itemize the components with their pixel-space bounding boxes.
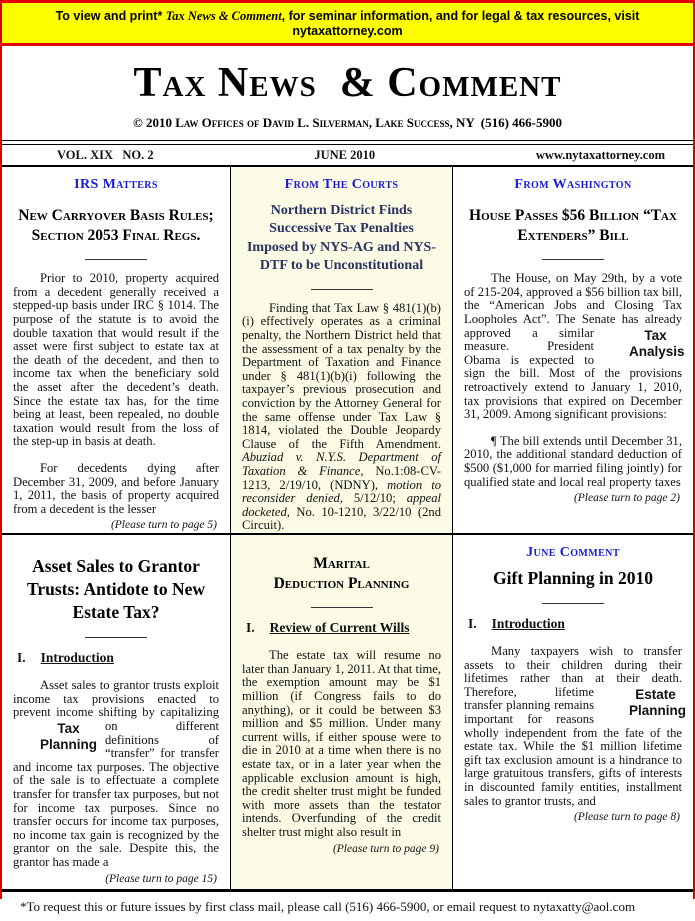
continuation-note: (Please turn to page 5) — [110, 519, 217, 532]
paragraph: Prior to 2010, property acquired from a decedent generally received a stepped-up basis under IRC § 1014. The purpose of the statute is to avoid the double taxation that would result if the asset were first subject to estate tax at the death of the decedent, and then to income tax when the beneficiary sold the asset after the decedent’s death. Since the estate tax has, for the time being at least, been repealed, no double taxation would result from the loss of the step-up in basis at death. — [13, 271, 219, 449]
headline-rule — [85, 637, 147, 638]
article-grantor-trusts — [2, 535, 231, 889]
headline-rule — [85, 259, 147, 260]
banner-text-suffix: , for seminar information, and for legal & tax resources, visit nytaxattorney.com — [281, 9, 640, 38]
inset-line: Planning — [629, 702, 686, 718]
continuation-note: (Please turn to page 2) — [573, 492, 680, 505]
body-text: capitalizing on different definitions of “transfer” for transfer and income tax purposes. The objective of the sale is to effectuate a complete transfer for transfer tax purposes, but not for income tax purposes. Since no transfer occurs for income tax purposes, no income tax gain is recognized by the grantor on the sale. Despite this, the grantor has made a — [13, 705, 219, 869]
body-text: measure. President Obama is expected to sign the bill. Most of the provisions retroactively extend to January 1, 2010, tax provisions that expired on December 31, 2009. Among significant provisions: — [464, 339, 682, 422]
section-title: Introduction — [40, 650, 114, 666]
article-body — [13, 679, 219, 869]
body-text: Finding that Tax Law § 481(1)(b)(i) effectively operates as a criminal penalty, the Northern District held that the assessment of a tax penalty by the Department of Taxation and Finance under § 481(1)(b)(i) following the taxpayer’s previous prosecution and conviction by the Attorney General for the same offense under Tax Law § 1814, violated the Double Jeopardy Clause of the Fifth Amendment. — [242, 300, 441, 451]
inset-line: Tax — [57, 721, 80, 737]
banner-text-prefix: To view and print* — [55, 9, 166, 23]
section-kicker-irs-matters: IRS Matters — [74, 177, 158, 192]
article-body — [242, 649, 441, 839]
volume-number: VOL. XIX NO. 2 — [57, 148, 154, 162]
article-grid — [2, 167, 693, 889]
headline-rule — [311, 289, 373, 290]
section-title: Introduction — [491, 616, 565, 632]
inset-line: Tax — [644, 327, 667, 343]
continuation-note: (Please turn to page 8) — [573, 811, 680, 824]
headline-line: Marital — [313, 555, 370, 572]
case-citation: Abuziad v. N.Y.S. Department of Taxation & Finance, — [242, 450, 441, 478]
headline-rule — [542, 603, 604, 604]
banner-newsletter-name: Tax News & Comment — [165, 9, 282, 23]
newsletter-title: Tax News & Comment — [133, 60, 562, 106]
headline-line: Deduction Planning — [273, 575, 410, 593]
case-citation: appeal docketed, — [242, 491, 441, 519]
paragraph: For decedents dying after December 31, 2009, and before January 1, 2011, the basis of property acquired from a decedent is the lesser — [13, 461, 219, 516]
section-number: I. — [246, 620, 255, 636]
body-text: death. Therefore, lifetime transfer planning remains important for reasons wholly independent from the fate of the estate tax. While the $1 million lifetime gift tax exclusion amount is a hindrance to large gratuitous transfers, gifts of interests in discounted family entities, installment sales to grantor trusts, and — [464, 671, 682, 808]
section-heading — [17, 650, 219, 666]
body-text: 5/12/10; — [342, 491, 407, 506]
top-banner — [2, 0, 693, 46]
headline-rule — [542, 259, 604, 260]
paragraph — [13, 679, 219, 869]
footer-request-note: *To request this or future issues by first class mail, please call (516) 466-5900, or email request to nytaxatty@aol.com — [2, 889, 693, 921]
article-body — [464, 644, 686, 808]
continuation-note: (Please turn to page 15) — [105, 872, 217, 885]
inset-estate-planning — [602, 686, 686, 719]
case-citation: motion to reconsider denied, — [242, 477, 442, 506]
content-frame — [2, 165, 693, 921]
paragraph — [242, 302, 441, 533]
headline-rule — [311, 607, 373, 608]
section-title: Review of Current Wills — [269, 620, 410, 636]
headline-marital-deduction — [242, 554, 441, 594]
article-from-washington — [453, 167, 693, 535]
article-gift-planning — [453, 535, 693, 889]
paragraph: ¶ The bill extends until December 31, 2010, the additional standard deduction of $500 ($1,000 for married filing jointly) for qualified state and local real property taxes — [464, 433, 682, 489]
inset-line: Analysis — [629, 343, 685, 359]
inset-line: Estate — [635, 686, 676, 702]
body-text: Asset sales to grantor trusts exploit income tax provisions enacted to prevent income shifting by — [13, 678, 219, 720]
body-text: No. 10-1210, 3/22/10 (2nd Circuit). — [242, 504, 441, 533]
issue-date: JUNE 2010 — [314, 148, 376, 162]
continuation-note: (Please turn to page 9) — [332, 842, 439, 855]
headline-asset-sales: Asset Sales to Grantor Trusts: Antidote to New Estate Tax? — [26, 556, 206, 623]
article-irs-matters — [2, 167, 231, 535]
article-from-the-courts — [231, 167, 453, 535]
article-body — [464, 271, 685, 489]
paragraph — [464, 271, 685, 422]
body-text: No.1:08-CV-1213, 2/19/10, (NDNY), — [242, 464, 441, 492]
inset-line: Planning — [40, 737, 97, 753]
inset-tax-analysis — [602, 327, 685, 360]
article-body — [242, 302, 441, 535]
inset-tax-planning — [13, 721, 97, 753]
headline-gift-planning: Gift Planning in 2010 — [493, 568, 653, 588]
body-text: The House, on May 29th, by a vote of 215-204, approved a $56 billion tax bill, the “American Jobs and Closing Tax Loopholes Act”. The Senate has already approved a similar — [464, 271, 682, 340]
issue-bar — [2, 145, 693, 165]
headline-northern-district: Northern District Finds Successive Tax Penalties Imposed by NYS-AG and NYS-DTF to be Unconstitutional — [246, 203, 437, 274]
body-text: Many taxpayers wish to transfer assets to their children during their lifetimes rather than at their — [464, 644, 682, 686]
section-kicker-june-comment: June Comment — [526, 545, 620, 560]
section-number: I. — [468, 616, 477, 632]
article-body — [13, 272, 219, 516]
headline-tax-extenders: House Passes $56 Billion “Tax Extenders” Bill — [469, 207, 677, 245]
section-number: I. — [17, 650, 26, 666]
section-kicker-from-washington: From Washington — [514, 177, 632, 192]
copyright-line: © 2010 Law Offices of David L. Silverman, Lake Success, NY (516) 466-5900 — [132, 115, 562, 130]
paragraph: The estate tax will resume no later than January 1, 2011. At that time, the exemption amount may be $1 million (if Congress fails to do anything), or it could be between $3 million and $5 million. Under many current wills, if either spouse were to die in 2010 at a time when there is no estate tax, or in a later year when the applicable exclusion amount is high, the credit shelter trust might be funded with more assets than the testator intends. Overfunding of the credit shelter trust might also result in — [242, 648, 441, 839]
headline-carryover-basis: New Carryover Basis Rules; Section 2053 Final Regs. — [18, 207, 214, 245]
section-kicker-from-the-courts: From The Courts — [284, 177, 399, 192]
masthead — [2, 46, 693, 145]
paragraph — [464, 644, 686, 808]
article-marital-deduction — [231, 535, 453, 889]
website-url: www.nytaxattorney.com — [535, 148, 665, 162]
section-heading — [246, 620, 441, 636]
section-heading — [468, 616, 682, 632]
